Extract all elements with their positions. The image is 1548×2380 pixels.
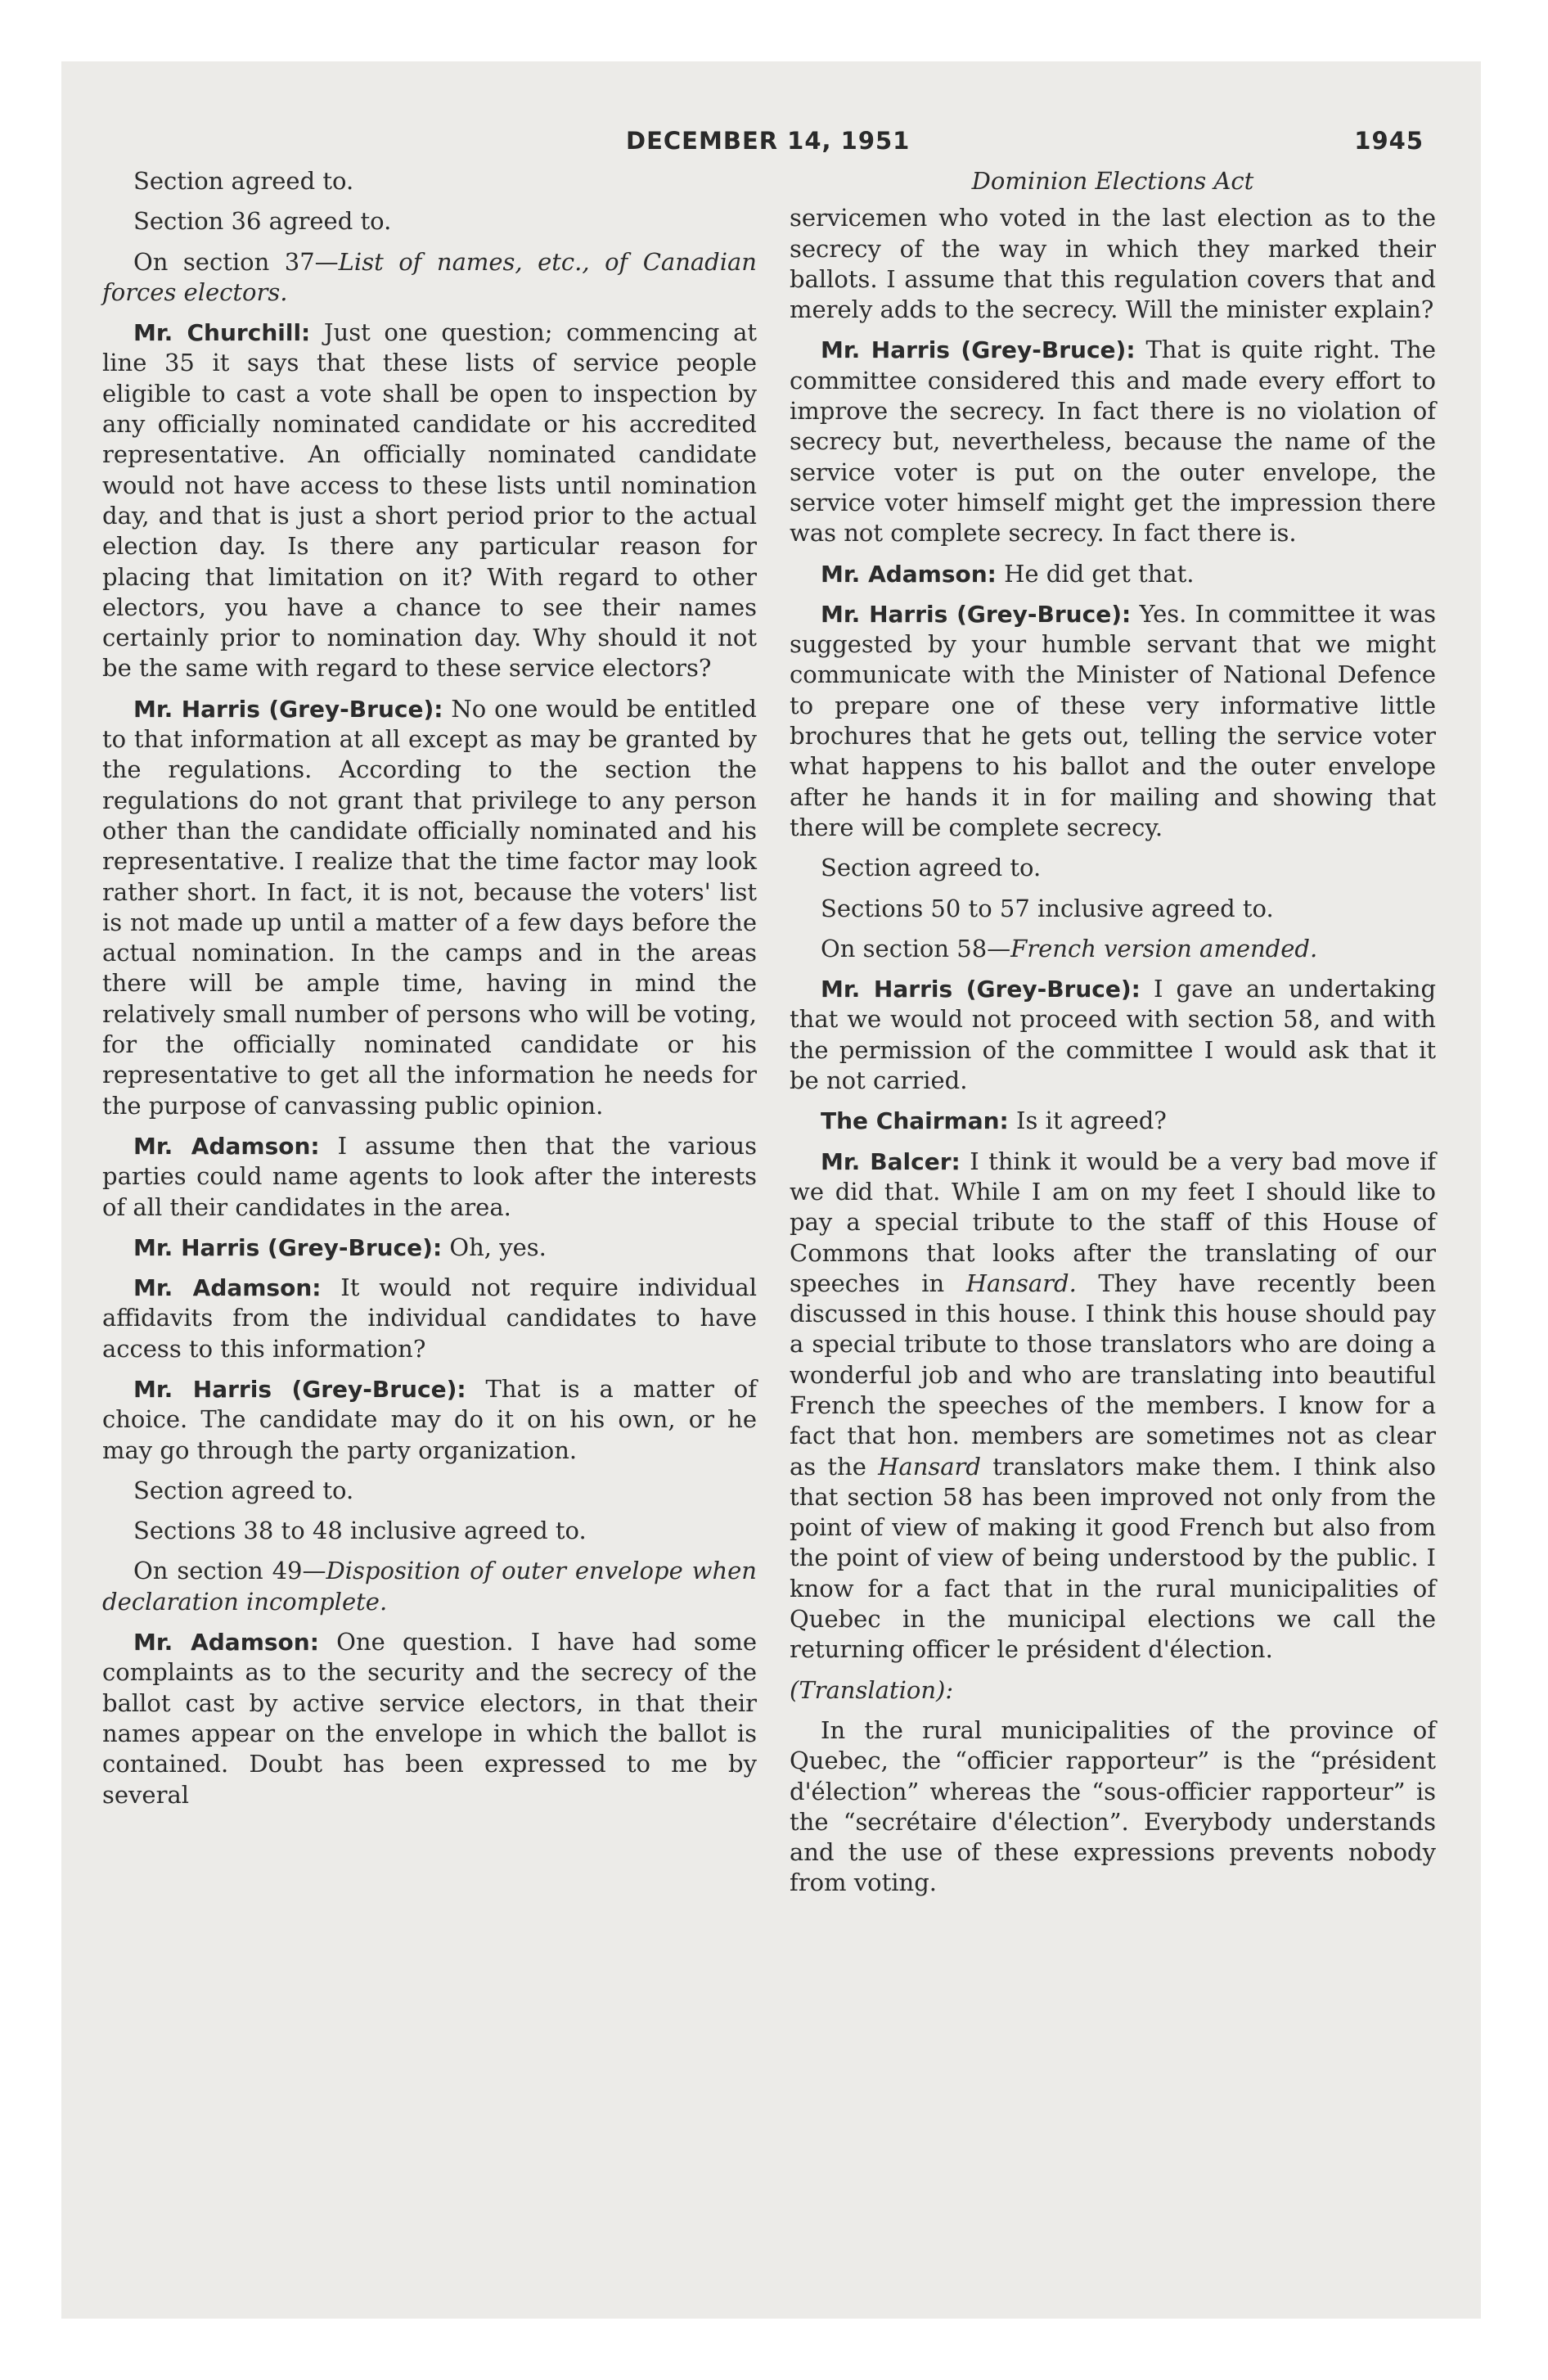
speaker-name: Mr. Adamson: xyxy=(133,1629,319,1657)
running-head: Dominion Elections Act xyxy=(971,167,1254,195)
speech-paragraph xyxy=(102,1131,757,1223)
speech-paragraph xyxy=(790,974,1436,1096)
speaker-name: Mr. Harris (Grey-Bruce): xyxy=(133,695,443,723)
speech-paragraph xyxy=(790,335,1436,548)
speech-text: I gave an undertaking that we would not proceed with section 58, and with the permission of the committee I would ask that it be not carried. xyxy=(790,975,1437,1095)
speaker-name: Mr. Harris (Grey-Bruce): xyxy=(821,600,1132,628)
speech-paragraph xyxy=(102,1273,757,1364)
speech-text: One question. I have had some complaints as to the security and the secrecy of the ballot cast by active service electors, in that their names appear on the envelope in which the ballot is contained. Doubt has been expressed to me by several xyxy=(102,1628,757,1809)
speaker-name: Mr. Adamson: xyxy=(821,560,997,588)
left-column xyxy=(102,166,757,1820)
section-heading xyxy=(790,934,1436,964)
speech-text: That is a matter of choice. The candidate may do it on his own, or he may go through the party organization. xyxy=(102,1374,757,1464)
speaker-name: Mr. Harris (Grey-Bruce): xyxy=(821,336,1136,364)
page-date: DECEMBER 14, 1951 xyxy=(626,127,911,155)
page-header xyxy=(61,127,1481,160)
speaker-name: Mr. Churchill: xyxy=(133,319,311,347)
speech-continuation: servicemen who voted in the last election as to the secrecy of the way in which they marked their ballots. I assume that this regulation covers that and merely adds to the secrecy. Will the minister explain? xyxy=(790,204,1436,324)
section-heading-title: List of names, etc., of Canadian forces electors. xyxy=(102,247,757,306)
section-agreed: Section agreed to. xyxy=(133,1476,354,1504)
speech-text: They have recently been discussed in this house. I think this house should pay a special tribute to those translators who are doing a wonderful job and who are translating into beautiful French the speeches of the members. I know for a fact that hon. members are sometimes not as clear as the xyxy=(790,1269,1437,1481)
speech-text: Is it agreed? xyxy=(1015,1107,1167,1135)
speech-paragraph xyxy=(790,1106,1436,1136)
translated-paragraph: In the rural municipalities of the province of Quebec, the “officier rapporteur” is the “président d'élection” whereas the “sous-officier rapporteur” is the “secrétaire d'élection”. Everybody understands and the use of these expressions prevents nobody from voting. xyxy=(790,1715,1436,1897)
speech-text: Yes. In committee it was suggested by your humble servant that we might communicate with the Minister of National Defence to prepare one of these very informative little brochures that he gets out, telling the service voter what happens to his ballot and the outer envelope after he hands it in for mailing and showing that there will be complete secrecy. xyxy=(790,599,1436,841)
speech-paragraph xyxy=(102,694,757,1121)
speaker-name: Mr. Harris (Grey-Bruce): xyxy=(133,1375,466,1403)
speech-text: Oh, yes. xyxy=(449,1233,547,1261)
speech-paragraph xyxy=(102,1627,757,1810)
speech-text: translators make them. I think also that section 58 has been improved not only from the point of view of making it good French but also from the point of view of being understood by the public. I know for a fact that in the rural municipalities of Quebec in the municipal elections we call the returning officer le président d'élection. xyxy=(790,1452,1436,1664)
speech-paragraph xyxy=(102,1374,757,1466)
section-heading-prefix: On section 49— xyxy=(133,1557,326,1585)
section-agreed: Section 36 agreed to. xyxy=(133,207,392,236)
speech-text: I think it would be a very bad move if we did that. While I am on my feet I should like to pay a special tribute to the staff of this House of Commons that looks after the translating of our speeches in xyxy=(790,1147,1436,1297)
section-heading xyxy=(102,1556,757,1617)
section-agreed: Section agreed to. xyxy=(133,167,354,195)
speech-paragraph xyxy=(790,599,1436,843)
speaker-name: Mr. Adamson: xyxy=(133,1132,320,1160)
speech-text: No one would be entitled to that information at all except as may be granted by the regulations. According to the section the regulations do not grant that privilege to any person other than the candidate officially nominated and his representative. I realize that the time factor may look rather short. In fact, it is not, because the voters' list is not made up until a matter of a few days before the actual nomination. In the camps and in the areas there will be ample time, having in mind the relatively small number of persons who will be voting, for the officially nominated candidate or his representative to get all the information he needs for the purpose of canvassing public opinion. xyxy=(102,694,757,1120)
speech-text: Just one question; commencing at line 35 it says that these lists of service people eligible to cast a vote shall be open to inspection by any officially nominated candidate or his accredited representative. An officially nominated candidate would not have access to these lists until nomination day, and that is just a short period prior to the actual election day. Is there any particular reason for placing that limitation on it? With regard to other electors, you have a chance to see their names certainly prior to nomination day. Why should it not be the same with regard to these service electors? xyxy=(102,318,758,683)
hansard-reference: Hansard xyxy=(878,1452,981,1481)
page xyxy=(61,61,1481,2319)
section-agreed: Section agreed to. xyxy=(821,854,1042,882)
speaker-name: The Chairman: xyxy=(821,1107,1009,1135)
section-heading-prefix: On section 58— xyxy=(821,934,1011,962)
speech-paragraph xyxy=(102,1233,757,1263)
section-heading xyxy=(102,247,757,309)
speaker-name: Mr. Adamson: xyxy=(133,1274,322,1302)
section-agreed: Sections 50 to 57 inclusive agreed to. xyxy=(821,894,1274,922)
page-number: 1945 xyxy=(1354,127,1424,155)
speech-text: I assume then that the various parties could name agents to look after the interests of all their candidates in the area. xyxy=(102,1131,757,1221)
speaker-name: Mr. Balcer: xyxy=(821,1147,961,1175)
speaker-name: Mr. Harris (Grey-Bruce): xyxy=(821,976,1141,1003)
section-heading-title: Disposition of outer envelope when declaration incomplete. xyxy=(102,1557,757,1616)
section-heading-prefix: On section 37— xyxy=(133,247,339,276)
speech-text: He did get that. xyxy=(1004,559,1195,588)
speaker-name: Mr. Harris (Grey-Bruce): xyxy=(133,1233,443,1261)
speech-text: That is quite right. The committee considered this and made every effort to improve the secrecy. In fact there is no violation of secrecy but, nevertheless, because the name of the service voter is put on the outer envelope, the service voter himself might get the impression there was not complete secrecy. In fact there is. xyxy=(790,336,1437,548)
section-agreed: Sections 38 to 48 inclusive agreed to. xyxy=(133,1517,587,1545)
translation-label: (Translation): xyxy=(790,1675,954,1704)
speech-paragraph xyxy=(790,1147,1436,1666)
section-heading-title: French version amended. xyxy=(1010,934,1318,962)
speech-paragraph xyxy=(102,318,757,684)
speech-paragraph xyxy=(790,559,1436,589)
hansard-reference: Hansard. xyxy=(965,1269,1077,1297)
right-column xyxy=(790,166,1436,1909)
speech-text: It would not require individual affidavits from the individual candidates to have access to this information? xyxy=(102,1273,757,1363)
